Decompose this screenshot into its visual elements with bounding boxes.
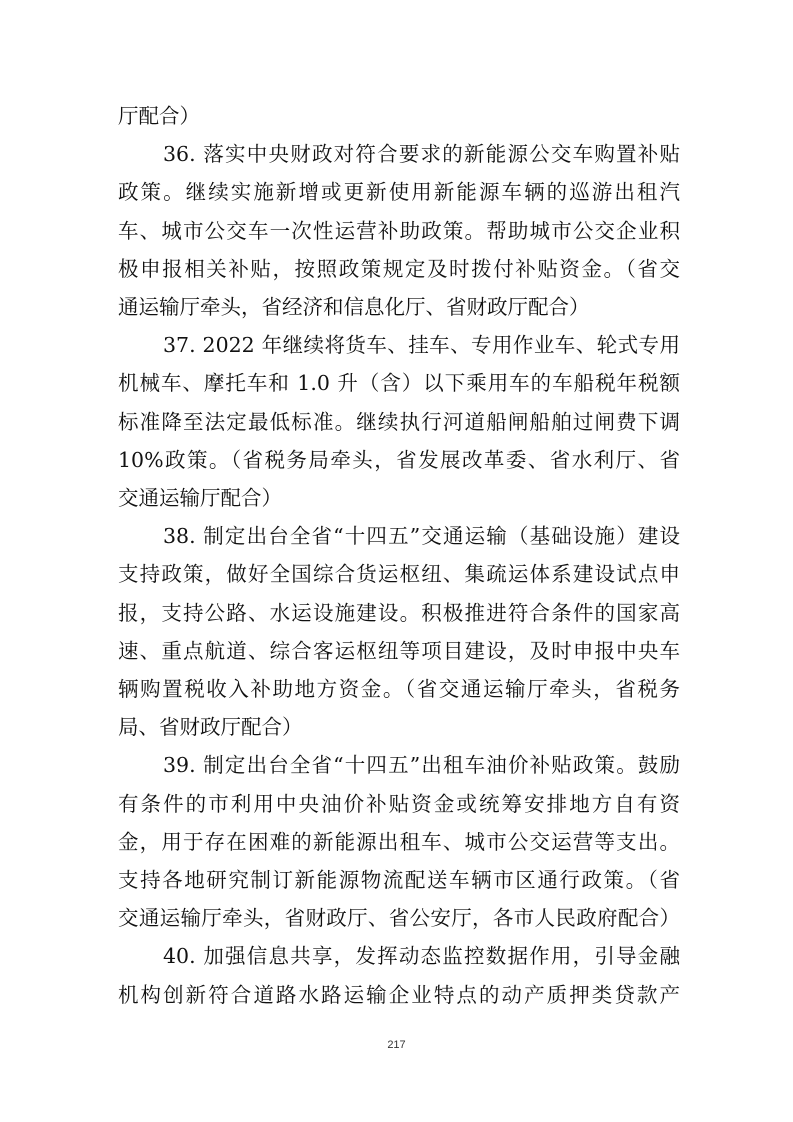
page-number: 217 — [387, 1039, 406, 1051]
text-line: 交通运输厅配合） — [118, 486, 282, 510]
text-line: 38. 制定出台全省“十四五”交通运输（基础设施）建设 — [163, 524, 680, 549]
text-line: 支持政策，做好全国综合货运枢纽、集疏运体系建设试点申 — [118, 562, 680, 587]
text-line: 机构创新符合道路水路运输企业特点的动产质押类贷款产 — [118, 982, 680, 1007]
text-line: 辆购置税收入补助地方资金。（省交通运输厅牵头，省税务 — [118, 677, 680, 701]
text-line: 机械车、摩托车和 1.0 升（含）以下乘用车的车船税年税额 — [118, 371, 680, 396]
text-line: 10%政策。（省税务局牵头，省发展改革委、省水利厅、省 — [118, 447, 680, 472]
text-line: 有条件的市利用中央油价补贴资金或统筹安排地方自有资 — [118, 791, 680, 816]
text-line: 36. 落实中央财政对符合要求的新能源公交车购置补贴 — [163, 142, 680, 167]
text-line: 通运输厅牵头，省经济和信息化厅、省财政厅配合） — [118, 295, 590, 319]
text-line: 40. 加强信息共享，发挥动态监控数据作用，引导金融 — [163, 944, 680, 969]
text-line: 39. 制定出台全省“十四五”出租车油价补贴政策。鼓励 — [163, 753, 680, 778]
text-line: 政策。继续实施新增或更新使用新能源车辆的巡游出租汽 — [118, 180, 680, 205]
text-line: 标准降至法定最低标准。继续执行河道船闸船舶过闸费下调 — [118, 409, 680, 434]
text-line: 37. 2022 年继续将货车、挂车、专用作业车、轮式专用 — [163, 333, 680, 358]
text-line: 极申报相关补贴，按照政策规定及时拨付补贴资金。（省交 — [118, 256, 680, 281]
text-line: 支持各地研究制订新能源物流配送车辆市区通行政策。（省 — [118, 868, 680, 892]
text-line: 速、重点航道、综合客运枢纽等项目建设，及时申报中央车 — [118, 638, 680, 663]
text-line: 金，用于存在困难的新能源出租车、城市公交运营等支出。 — [118, 829, 680, 854]
text-line: 车、城市公交车一次性运营补助政策。帮助城市公交企业积 — [118, 218, 680, 243]
text-line: 局、省财政厅配合） — [118, 715, 303, 740]
text-line: 交通运输厅牵头，省财政厅、省公安厅，各市人民政府配合） — [118, 906, 680, 931]
text-line: 报，支持公路、水运设施建设。积极推进符合条件的国家高 — [118, 600, 680, 625]
text-line: 厅配合） — [118, 104, 200, 128]
